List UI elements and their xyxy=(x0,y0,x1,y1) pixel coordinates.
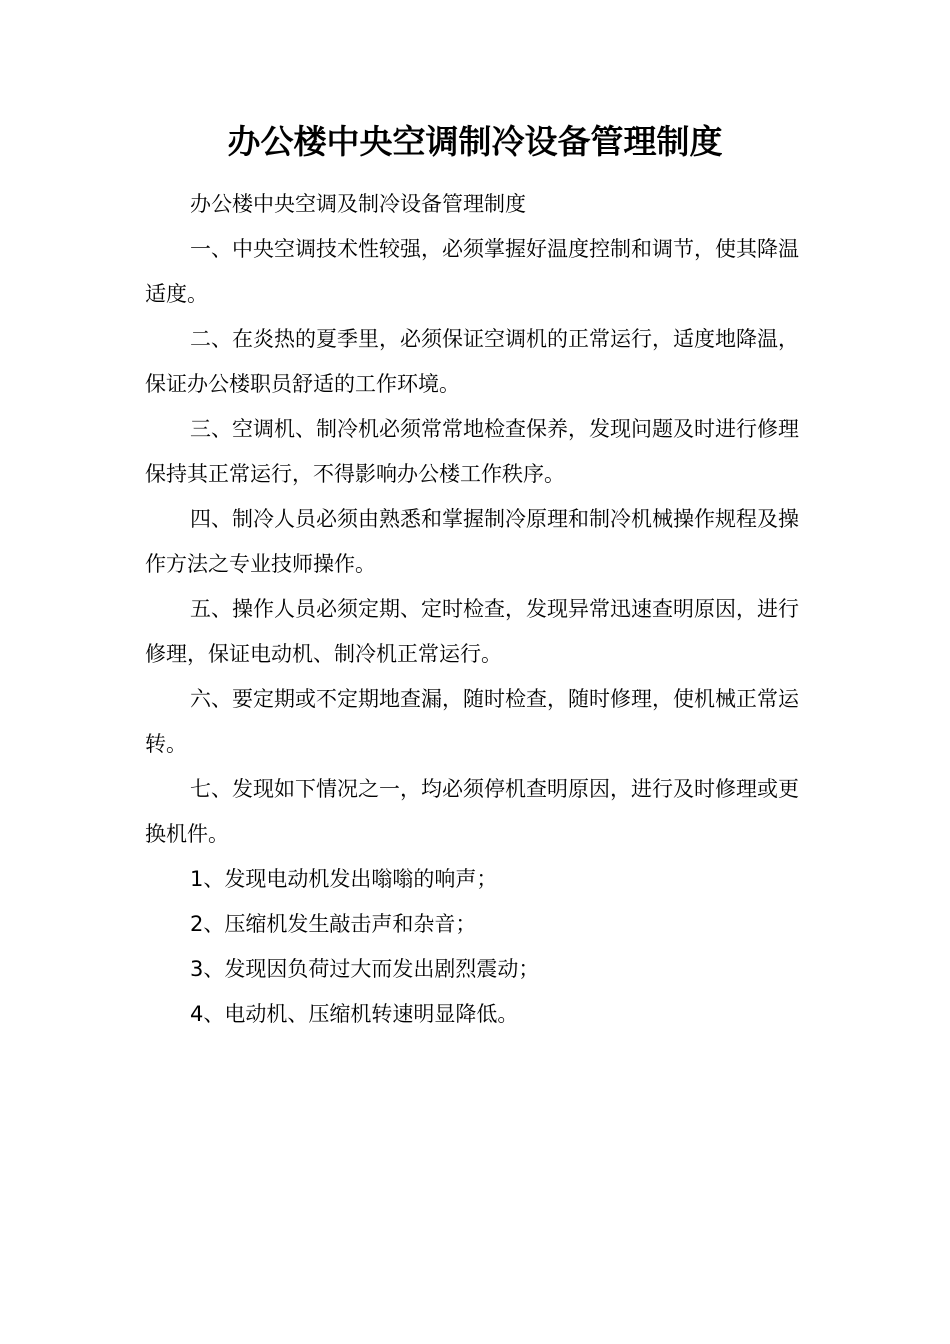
body-paragraph-rule-1: 一、中央空调技术性较强，必须掌握好温度控制和调节，使其降温适度。 xyxy=(145,237,799,306)
list-item-2: 2、压缩机发生敲击声和杂音； xyxy=(190,912,477,936)
document-title: 办公楼中央空调制冷设备管理制度 xyxy=(227,122,723,161)
list-item-4: 4、电动机、压缩机转速明显降低。 xyxy=(190,1002,519,1026)
list-item-1: 1、发现电动机发出嗡嗡的响声； xyxy=(190,867,498,891)
body-paragraph-rule-4: 四、制冷人员必须由熟悉和掌握制冷原理和制冷机械操作规程及操作方法之专业技师操作。 xyxy=(145,507,799,576)
body-paragraph-subtitle: 办公楼中央空调及制冷设备管理制度 xyxy=(190,192,526,216)
body-paragraph-rule-6: 六、要定期或不定期地查漏，随时检查，随时修理，使机械正常运转。 xyxy=(145,687,799,756)
body-paragraph-rule-2: 二、在炎热的夏季里，必须保证空调机的正常运行，适度地降温，保证办公楼职员舒适的工作环境。 xyxy=(145,327,799,396)
body-paragraph-rule-7: 七、发现如下情况之一，均必须停机查明原因，进行及时修理或更换机件。 xyxy=(145,777,799,846)
document-body xyxy=(145,182,807,1037)
list-item-3: 3、发现因负荷过大而发出剧烈震动； xyxy=(190,957,540,981)
body-paragraph-rule-5: 五、操作人员必须定期、定时检查，发现异常迅速查明原因，进行修理，保证电动机、制冷机正常运行。 xyxy=(145,597,799,666)
body-paragraph-rule-3: 三、空调机、制冷机必须常常地检查保养，发现问题及时进行修理保持其正常运行，不得影响办公楼工作秩序。 xyxy=(145,417,799,486)
